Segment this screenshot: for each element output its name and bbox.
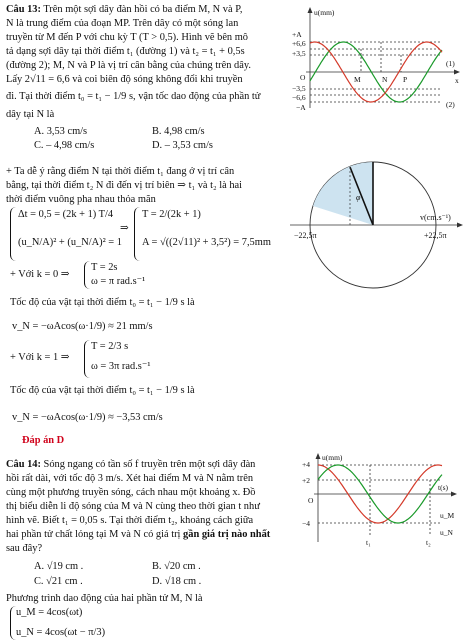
q14-equations [16, 606, 105, 640]
q14-line: hồi rất dài, với tốc độ 3 m/s. Xét hai điểm M và N nằm trên [6, 473, 254, 484]
y-axis-label: u(mm) [314, 8, 335, 17]
curve-2-label: (2) [446, 100, 455, 109]
sol13-line: thời điểm vuông pha nhau thỏa mãn [6, 194, 156, 205]
q14-option-b: B. √20 cm . [152, 561, 201, 572]
k0-label: + Với k = 0 ⇒ [10, 269, 70, 280]
q13-option-a: A. 3,53 cm/s [34, 126, 88, 137]
t1-label: t₁ [366, 538, 371, 547]
curve-1-label: (1) [446, 59, 455, 68]
q13-line: N là trung điểm của đoạn MP. Trên dây có một sóng lan [6, 18, 239, 29]
sys2 [142, 208, 271, 250]
q13-option-d: D. – 3,53 cm/s [152, 140, 213, 151]
sys1 [18, 208, 122, 250]
k0-values [91, 261, 145, 289]
velocity-result-1: v_N = −ωAcos(ω·1/9) ≈ 21 mm/s [12, 321, 153, 332]
implies-symbol: ⇒ [120, 223, 129, 234]
q13-line: đi. Tại thời điểm t₀ = t₁ − 1/9 s, vận tốc dao động của phần tử [6, 91, 261, 102]
q13-line: Trên một sợi dây đàn hồi có ba điểm M, N và P, [43, 4, 243, 15]
y-tick: −3,5 [292, 84, 306, 93]
sys2-eq: A = √((2√11)² + 3,5²) = 7,5mm [142, 237, 271, 248]
v-axis-arrow [457, 223, 463, 228]
q13-option-b: B. 4,98 cm/s [152, 126, 205, 137]
right-bound: +22,5π [424, 231, 447, 240]
k0-eq: T = 2s [91, 262, 118, 273]
q14-line: Sóng ngang có tần số f truyền trên một sợi dây đàn [43, 459, 256, 470]
q14-line: cùng một phương truyền sóng, cách nhau một khoảng x. Đồ [6, 487, 256, 498]
system-brace [84, 340, 91, 378]
k1-eq: ω = 3π rad.s⁻¹ [91, 361, 151, 372]
q14-line: hình vẽ. Biết t₁ = 0,05 s. Tại thời điểm t₂, khoảng cách giữa [6, 515, 254, 526]
x-arrow [454, 70, 460, 75]
system-brace [84, 261, 91, 289]
k0-eq: ω = π rad.s⁻¹ [91, 276, 146, 287]
sol13-intro [6, 165, 296, 207]
y-tick: O [308, 496, 314, 505]
k1-label: + Với k = 1 ⇒ [10, 352, 70, 363]
q13-line: (đường 2); M, N và P là vị trí cân bằng của chúng trên dây. [6, 60, 251, 71]
x-axis-label: x [455, 76, 459, 85]
y-arrow [308, 7, 313, 13]
q14-line: thị biểu diễn li độ sóng của M và N cùng theo thời gian t như [6, 501, 260, 512]
point-m: M [354, 75, 361, 84]
left-bound: −22,5π [294, 231, 317, 240]
point-p: P [403, 75, 408, 84]
q14-line: sau đây? [6, 543, 43, 554]
speed-label-1: Tốc độ của vật tại thời điểm t₀ = t₁ − 1/9 s là [10, 297, 195, 308]
q13-wave-graph [292, 4, 464, 116]
point-n: N [382, 75, 388, 84]
q14-eq: u_N = 4cos(ωt − π/3) [16, 627, 106, 638]
velocity-result-2: v_N = −ωAcos(ω·1/9) ≈ −3,53 cm/s [12, 412, 163, 423]
q13-line: Lấy 2√11 = 6,6 và coi biên độ sóng không đổi khi truyền [6, 74, 243, 85]
y-tick: +A [292, 30, 302, 39]
phase-sector [313, 162, 373, 225]
q13-label: Câu 13: [6, 4, 41, 15]
y-axis-label: u(mm) [322, 453, 343, 462]
sol13-line: + Ta dễ ý rằng điểm N tại thời điểm t₁ đang ở vị trí cân [6, 166, 235, 177]
y-tick: −4 [302, 519, 310, 528]
sys2-eq: T = 2/(2k + 1) [142, 209, 201, 220]
un-label: u_N [440, 528, 453, 537]
angle-label: φ [356, 193, 361, 202]
velocity-circle-diagram [290, 160, 466, 300]
y-tick: −A [296, 103, 306, 112]
y-tick: O [300, 73, 306, 82]
q14-eq-intro: Phương trình dao động của hai phần tử M, N là [6, 593, 203, 604]
q14-emphasis: gần giá trị nào nhất [183, 529, 271, 540]
y-arrow [316, 453, 321, 459]
q14-eq: u_M = 4cos(ωt) [16, 607, 83, 618]
y-tick: +3,5 [292, 49, 306, 58]
t2-label: t₂ [426, 538, 431, 547]
q14-option-c: C. √21 cm . [34, 576, 83, 587]
q14-wave-graph [302, 450, 462, 548]
y-tick: +6,6 [292, 39, 306, 48]
sys1-eq: (u_N/A)² + (u_N/A)² = 1 [18, 237, 122, 248]
k1-eq: T = 2/3 s [91, 341, 129, 352]
um-label: u_M [440, 511, 455, 520]
y-tick: −6,6 [292, 93, 306, 102]
sol13-line: bằng, tại thời điểm t₂ N đi đến vị trí biên ⇒ t₁ và t₂ là hai [6, 180, 243, 191]
y-tick: +4 [302, 460, 310, 469]
q14-option-d: D. √18 cm . [152, 576, 202, 587]
q14-line: hai phần tử chất lỏng tại M và N có giá trị [6, 529, 181, 540]
q13-line: dây tại N là [6, 109, 55, 120]
sys1-eq: Δt = 0,5 = (2k + 1) T/4 [18, 209, 114, 220]
q13-text [6, 3, 296, 122]
q13-option-c: C. – 4,98 cm/s [34, 140, 95, 151]
speed-label-2: Tốc độ của vật tại thời điểm t₀ = t₁ − 1/9 s là [10, 385, 195, 396]
k1-values [91, 340, 150, 374]
q13-line: truyền từ M đến P với chu kỳ T (T > 0,5). Hình vẽ bên mô [6, 32, 248, 43]
q14-option-a: A. √19 cm . [34, 561, 84, 572]
axis-label: v(cm.s⁻¹) [420, 213, 451, 222]
answer-label: Đáp án D [22, 435, 65, 446]
q13-line: tả dạng sợi dây tại thời điểm t₁ (đường 1) và t₂ = t₁ + 0,5s [6, 46, 245, 57]
q14-text [6, 458, 302, 556]
y-tick: +2 [302, 476, 310, 485]
t-axis-arrow [451, 492, 457, 497]
q14-label: Câu 14: [6, 459, 41, 470]
t-axis-label: t(s) [438, 483, 448, 492]
